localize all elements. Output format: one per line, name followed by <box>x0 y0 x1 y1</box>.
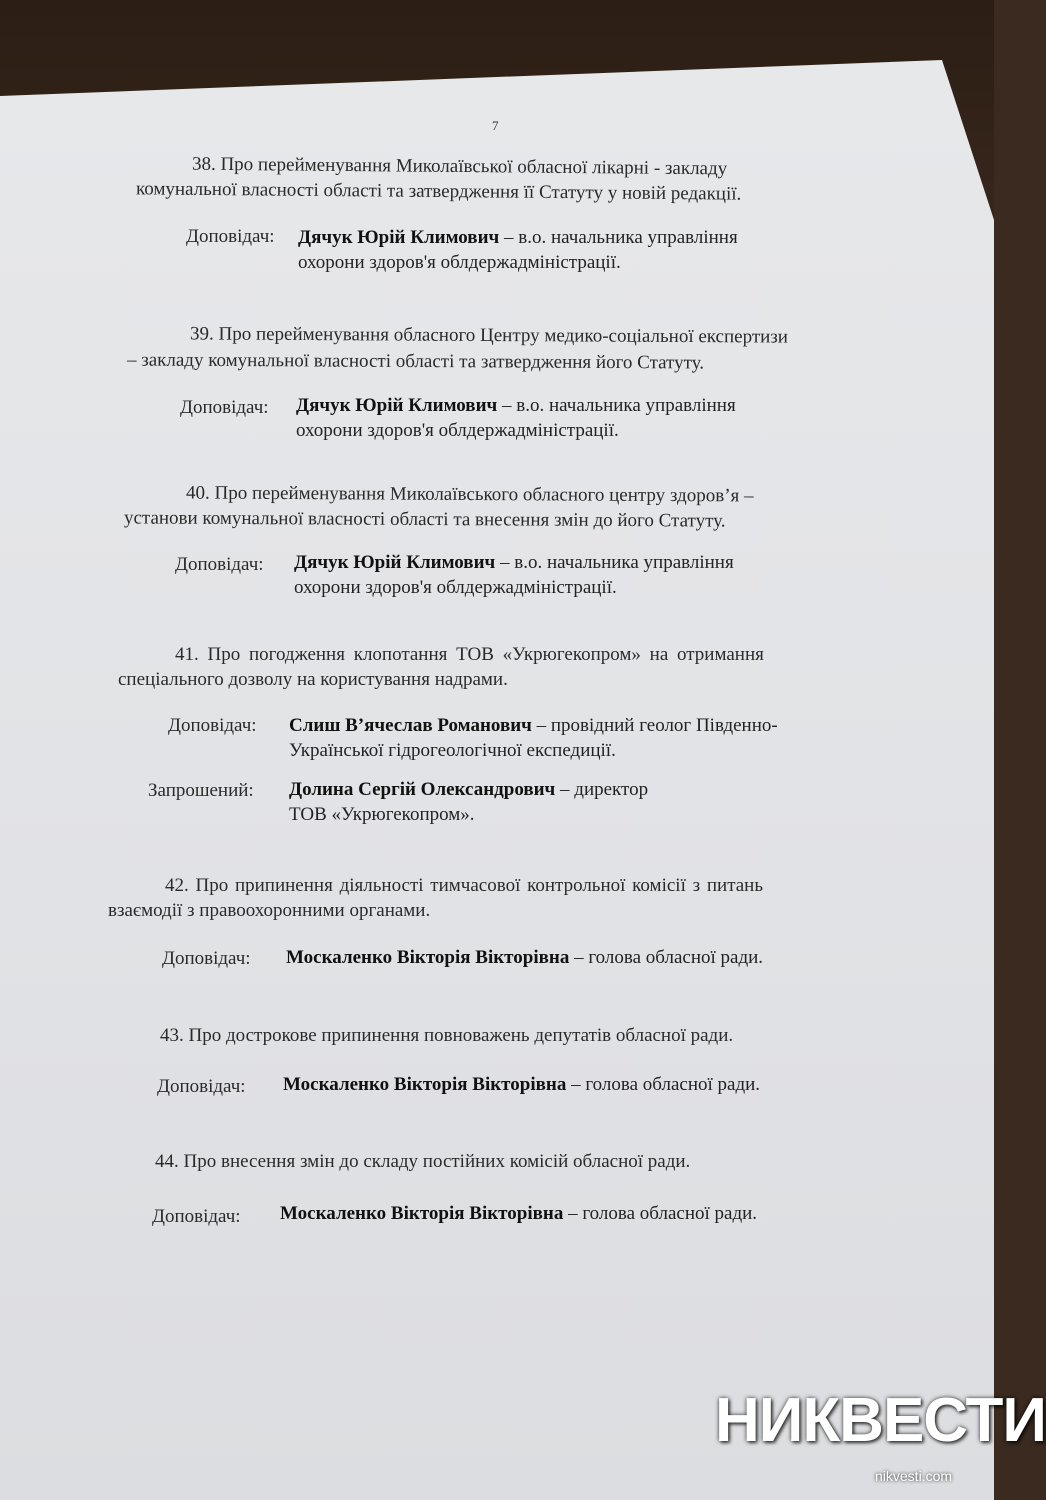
speaker-line1 <box>280 1201 757 1226</box>
speaker-label: Доповідач: <box>168 715 257 736</box>
speaker-position: – провідний геолог Південно- <box>531 715 778 736</box>
speaker-line2: охорони здоров'я облдержадміністрації. <box>296 420 619 441</box>
invitee-line1 <box>289 777 648 802</box>
speaker-position: – голова обласної ради. <box>563 1203 758 1224</box>
speaker-name: Москаленко Вікторія Вікторівна <box>286 947 570 968</box>
speaker-position: – в.о. начальника управління <box>495 552 734 573</box>
invitee-line2: ТОВ «Укрюгекопром». <box>289 804 475 825</box>
agenda-item-43-line1: 43. Про дострокове припинення повноважень депутатів обласної ради. <box>160 1025 734 1046</box>
speaker-line1 <box>289 713 778 738</box>
speaker-line1 <box>296 393 736 418</box>
speaker-name: Слиш В’ячеслав Романович <box>289 715 532 736</box>
agenda-item-42-line2: взаємодії з правоохоронними органами. <box>108 900 431 921</box>
speaker-label: Доповідач: <box>180 397 269 418</box>
speaker-line2: Української гідрогеологічної експедиції. <box>289 740 616 761</box>
speaker-label: Доповідач: <box>157 1076 246 1097</box>
speaker-line2: охорони здоров'я облдержадміністрації. <box>298 252 621 273</box>
speaker-label: Доповідач: <box>175 554 264 575</box>
speaker-name: Дячук Юрій Климович <box>294 552 496 573</box>
agenda-item-39-line2: – закладу комунальної власності області та затвердження його Статуту. <box>126 349 705 374</box>
speaker-line1 <box>286 945 763 970</box>
agenda-item-40-line2: установи комунальної власності області та внесення змін до його Статуту. <box>123 507 726 532</box>
speaker-label: Доповідач: <box>152 1206 241 1227</box>
speaker-label: Доповідач: <box>186 226 275 247</box>
speaker-position: – голова обласної ради. <box>566 1074 761 1095</box>
agenda-item-41-line2: спеціального дозволу на користування надрами. <box>118 669 508 690</box>
speaker-label: Доповідач: <box>162 948 251 969</box>
agenda-item-38-line1: 38. Про перейменування Миколаївської обласної лікарні - закладу <box>191 153 728 180</box>
agenda-item-39-line1: 39. Про перейменування обласного Центру медико-соціальної експертизи <box>189 323 789 348</box>
speaker-name: Дячук Юрій Климович <box>296 395 498 416</box>
speaker-position: – в.о. начальника управління <box>497 395 736 416</box>
speaker-position: – в.о. начальника управління <box>499 227 738 248</box>
logo-wordmark: НИКВЕСТИ <box>715 1386 1046 1455</box>
speaker-line1 <box>294 550 734 575</box>
speaker-line1 <box>298 225 738 250</box>
agenda-item-42-line1: 42. Про припинення діяльності тимчасової контрольної комісії з питань <box>165 875 763 896</box>
speaker-position: – голова обласної ради. <box>569 947 764 968</box>
speaker-line2: охорони здоров'я облдержадміністрації. <box>294 577 617 598</box>
nikvesti-logo <box>715 1385 1046 1495</box>
page-number: 7 <box>492 118 499 133</box>
invitee-name: Долина Сергій Олександрович <box>289 779 556 800</box>
speaker-name: Москаленко Вікторія Вікторівна <box>283 1074 567 1095</box>
speaker-name: Москаленко Вікторія Вікторівна <box>280 1203 564 1224</box>
invitee-position: – директор <box>555 779 649 800</box>
speaker-line1 <box>283 1072 760 1097</box>
invitee-label: Запрошений: <box>148 780 254 801</box>
logo-site-url: nikvesti.com <box>875 1468 953 1484</box>
agenda-item-41-line1: 41. Про погодження клопотання ТОВ «Укрюгекопром» на отримання <box>175 644 764 665</box>
agenda-item-44-line1: 44. Про внесення змін до складу постійних комісій обласної ради. <box>155 1151 691 1172</box>
speaker-name: Дячук Юрій Климович <box>298 227 500 248</box>
agenda-item-38-line2: комунальної власності області та затвердження її Статуту у новій редакції. <box>135 178 742 205</box>
agenda-item-40-line1: 40. Про перейменування Миколаївського обласного центру здоров’я – <box>185 482 754 507</box>
